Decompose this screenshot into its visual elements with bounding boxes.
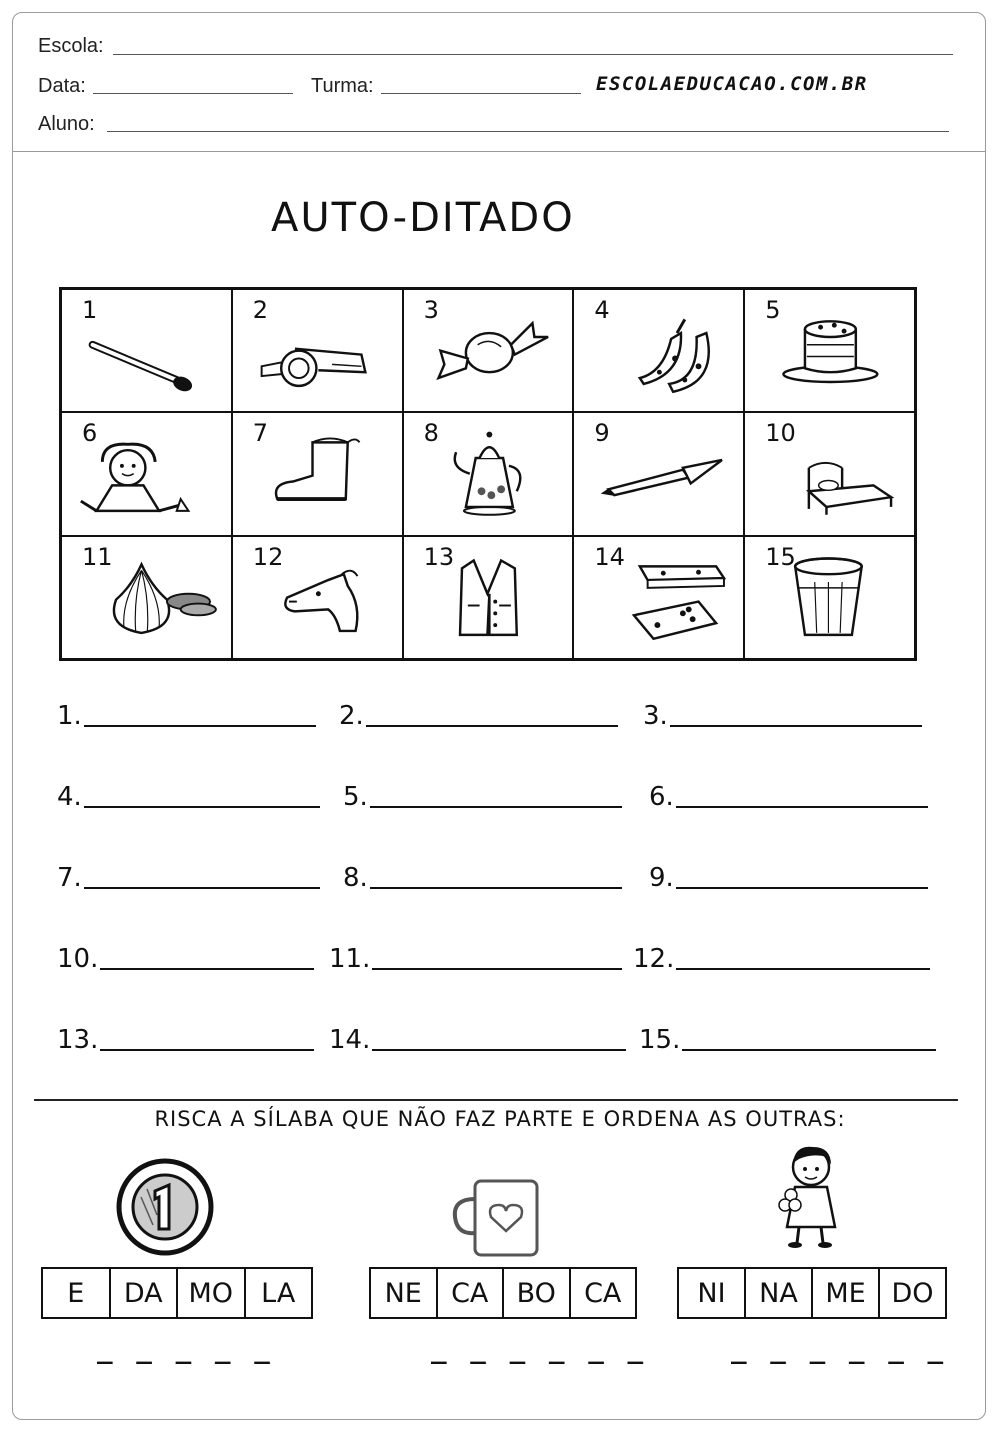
answer-15[interactable]: 15.: [639, 1025, 936, 1055]
instruction-text: RISCA A SÍLABA QUE NÃO FAZ PARTE E ORDENA AS OUTRAS:: [154, 1107, 846, 1131]
grid-cell-8: [403, 412, 574, 535]
answer-dashes-3[interactable]: _ _ _ _ _ _: [731, 1335, 948, 1365]
horse-icon: [233, 537, 402, 658]
syllable[interactable]: DA: [111, 1269, 179, 1317]
bed-icon: [745, 413, 914, 534]
worksheet: [12, 12, 986, 1420]
cell-number: 5: [765, 296, 781, 324]
cell-number: 2: [252, 296, 269, 324]
syllable-box-3: [677, 1267, 947, 1319]
grid-cell-14: [573, 536, 744, 659]
cell-number: 7: [252, 419, 269, 448]
escola-label: Escola:: [38, 35, 104, 57]
syllable[interactable]: E: [43, 1269, 111, 1317]
grid-cell-7: [232, 412, 403, 535]
syllable-box-2: [369, 1267, 637, 1319]
coin-icon: [113, 1157, 217, 1257]
answer-12[interactable]: 12.: [633, 944, 930, 974]
grid-cell-6: [61, 412, 232, 535]
grid-cell-9: [573, 412, 744, 535]
grid-cell-4: [573, 289, 744, 412]
escola-field[interactable]: [113, 54, 953, 55]
grid-cell-13: [403, 536, 574, 659]
grid-cell-12: [232, 536, 403, 659]
doll-icon: [62, 413, 231, 534]
cell-number: 6: [82, 419, 98, 448]
aluno-label: Aluno:: [38, 113, 95, 135]
cell-number: 10: [765, 419, 796, 448]
cell-number: 15: [765, 542, 796, 571]
header: [13, 13, 985, 152]
banana-icon: [574, 290, 743, 411]
cell-number: 14: [594, 542, 625, 571]
syllable[interactable]: NA: [746, 1269, 813, 1317]
picture-grid: [59, 287, 917, 661]
cell-number: 11: [82, 542, 113, 571]
data-label: Data:: [38, 75, 86, 97]
turma-field[interactable]: [381, 93, 581, 94]
whistle-icon: [233, 290, 402, 411]
answer-9[interactable]: 9.: [649, 863, 928, 893]
syllable[interactable]: CA: [438, 1269, 505, 1317]
cell-number: 12: [252, 542, 284, 571]
answer-7[interactable]: 7.: [57, 863, 320, 893]
syllable[interactable]: NI: [679, 1269, 746, 1317]
syllable[interactable]: CA: [584, 1277, 622, 1309]
syllable[interactable]: MO: [178, 1269, 246, 1317]
syllable[interactable]: NE: [371, 1269, 438, 1317]
boot-icon: [233, 413, 402, 534]
grid-cell-11: [61, 536, 232, 659]
answer-6[interactable]: 6.: [649, 782, 928, 812]
onion-icon: [62, 537, 231, 658]
site-logo: ESCOLAEDUCACAO.COM.BR: [596, 73, 868, 95]
page-title: AUTO-DITADO: [271, 195, 575, 241]
cell-number: 13: [423, 542, 455, 571]
grid-cell-3: [403, 289, 574, 412]
domino-icon: [574, 537, 743, 658]
answer-8[interactable]: 8.: [343, 863, 622, 893]
turma-label: Turma:: [311, 75, 374, 97]
answer-2[interactable]: 2.: [339, 701, 618, 731]
cup-icon: [745, 537, 914, 658]
grid-cell-15: [744, 536, 915, 659]
girl-with-flowers-icon: [765, 1141, 855, 1253]
answer-dashes-2[interactable]: _ _ _ _ _ _: [431, 1335, 648, 1365]
grid-cell-10: [744, 412, 915, 535]
syllable[interactable]: ME: [813, 1269, 880, 1317]
answer-11[interactable]: 11.: [329, 944, 622, 974]
cell-number: 3: [423, 296, 439, 324]
aluno-field[interactable]: [107, 131, 949, 132]
answer-5[interactable]: 5.: [343, 782, 622, 812]
pen-icon: [574, 413, 743, 534]
syllable-box-1: [41, 1267, 313, 1319]
answer-10[interactable]: 10.: [57, 944, 314, 974]
answer-4[interactable]: 4.: [57, 782, 320, 812]
section-divider: [34, 1099, 958, 1101]
answer-14[interactable]: 14.: [329, 1025, 626, 1055]
grid-cell-1: [61, 289, 232, 412]
syllable[interactable]: DO: [891, 1277, 934, 1309]
cell-number: 1: [82, 296, 98, 324]
cell-number: 8: [423, 419, 439, 448]
vest-icon: [404, 537, 573, 658]
syllable[interactable]: BO: [504, 1269, 571, 1317]
cell-number: 4: [594, 296, 610, 324]
answer-3[interactable]: 3.: [643, 701, 922, 731]
teapot-icon: [404, 413, 573, 534]
candy-icon: [404, 290, 573, 411]
data-field[interactable]: [93, 93, 293, 94]
mug-icon: [447, 1173, 557, 1263]
cell-number: 9: [594, 419, 610, 448]
grid-cell-2: [232, 289, 403, 412]
syllable[interactable]: LA: [261, 1277, 296, 1309]
grid-cell-5: [744, 289, 915, 412]
answer-dashes-1[interactable]: _ _ _ _ _: [97, 1335, 274, 1365]
answer-13[interactable]: 13.: [57, 1025, 314, 1055]
answer-1[interactable]: 1.: [57, 701, 316, 731]
cake-icon: [745, 290, 914, 411]
matchstick-icon: [62, 290, 231, 411]
